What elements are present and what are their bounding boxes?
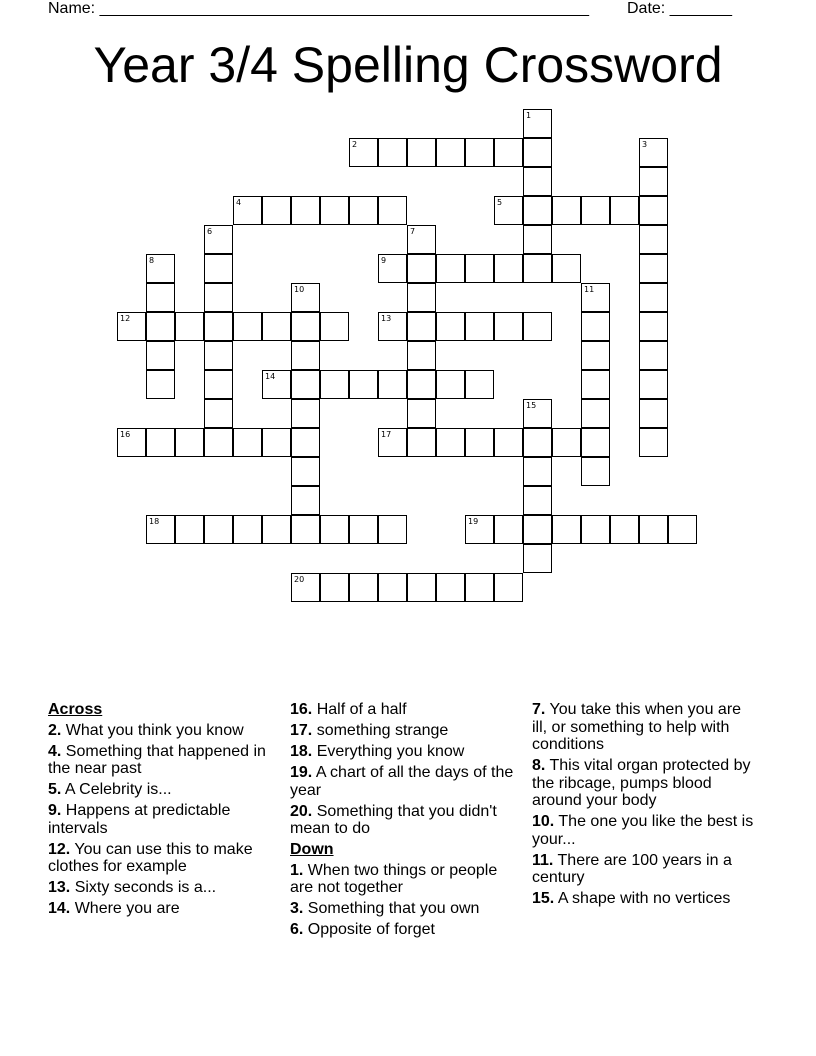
crossword-cell[interactable] <box>465 312 494 341</box>
cell-number: 10 <box>294 285 305 294</box>
crossword-cell[interactable] <box>552 428 581 457</box>
cell-number: 17 <box>381 430 392 439</box>
crossword-cell[interactable] <box>465 573 494 602</box>
clue-text: Something that you didn't mean to do <box>290 802 497 837</box>
crossword-cell[interactable] <box>494 196 523 225</box>
crossword-cell[interactable] <box>291 515 320 544</box>
crossword-cell[interactable] <box>146 283 175 312</box>
across-clue <box>48 722 276 740</box>
name-field[interactable]: Name: _______________________________________________________ <box>48 0 589 17</box>
crossword-cell[interactable] <box>262 312 291 341</box>
clue-column-1 <box>48 701 276 921</box>
cell-number: 5 <box>497 198 503 207</box>
crossword-cell[interactable] <box>407 370 436 399</box>
crossword-cell[interactable] <box>291 196 320 225</box>
crossword-cell[interactable] <box>262 196 291 225</box>
down-clue <box>532 813 760 848</box>
clue-text: Happens at predictable intervals <box>48 802 231 837</box>
down-clue <box>290 862 518 897</box>
crossword-cell[interactable] <box>639 196 668 225</box>
clue-text: Something that you own <box>303 900 480 917</box>
crossword-cell[interactable] <box>494 254 523 283</box>
clue-text: A chart of all the days of the year <box>290 764 514 799</box>
crossword-cell[interactable] <box>146 428 175 457</box>
clue-text: There are 100 years in a century <box>532 851 732 886</box>
clue-text: Opposite of forget <box>303 921 435 938</box>
crossword-cell[interactable] <box>552 196 581 225</box>
crossword-cell[interactable] <box>494 428 523 457</box>
crossword-cell[interactable] <box>465 515 494 544</box>
clue-number: 11. <box>532 851 554 869</box>
crossword-cell[interactable] <box>581 312 610 341</box>
crossword-cell[interactable] <box>291 370 320 399</box>
crossword-cell[interactable] <box>436 428 465 457</box>
crossword-cell[interactable] <box>378 573 407 602</box>
clue-text: What you think you know <box>61 721 244 739</box>
crossword-cell[interactable] <box>378 428 407 457</box>
crossword-cell[interactable] <box>146 341 175 370</box>
down-clue <box>532 757 760 810</box>
crossword-cell[interactable] <box>581 399 610 428</box>
crossword-cell[interactable] <box>465 138 494 167</box>
crossword-cell[interactable] <box>552 515 581 544</box>
crossword-cell[interactable] <box>175 515 204 544</box>
clue-number: 3. <box>290 900 304 917</box>
clue-text: Sixty seconds is a... <box>70 879 217 896</box>
crossword-cell[interactable] <box>581 283 610 312</box>
crossword-cell[interactable] <box>146 370 175 399</box>
across-clue <box>48 743 276 778</box>
crossword-cell[interactable] <box>465 428 494 457</box>
crossword-cell[interactable] <box>581 370 610 399</box>
crossword-cell[interactable] <box>581 457 610 486</box>
cell-number: 7 <box>410 227 416 236</box>
crossword-cell[interactable] <box>291 341 320 370</box>
clue-text: A Celebrity is... <box>61 781 172 798</box>
crossword-cell[interactable] <box>639 428 668 457</box>
crossword-cell[interactable] <box>494 312 523 341</box>
crossword-cell[interactable] <box>436 370 465 399</box>
clue-column-2 <box>290 701 518 942</box>
crossword-cell[interactable] <box>639 515 668 544</box>
crossword-cell[interactable] <box>639 225 668 254</box>
crossword-cell[interactable] <box>233 196 262 225</box>
crossword-cell[interactable] <box>407 428 436 457</box>
crossword-cell[interactable] <box>523 544 552 573</box>
clue-number: 8. <box>532 757 546 774</box>
down-clue <box>290 900 518 918</box>
cell-number: 4 <box>236 198 242 207</box>
crossword-cell[interactable] <box>494 573 523 602</box>
crossword-cell[interactable] <box>204 283 233 312</box>
crossword-cell[interactable] <box>320 515 349 544</box>
crossword-cell[interactable] <box>204 428 233 457</box>
date-field[interactable]: Date: _______ <box>627 0 732 17</box>
clue-number: 13. <box>48 879 71 896</box>
crossword-cell[interactable] <box>349 573 378 602</box>
cell-number: 16 <box>120 430 131 439</box>
crossword-cell[interactable] <box>494 138 523 167</box>
crossword-cell[interactable] <box>291 283 320 312</box>
crossword-cell[interactable] <box>407 254 436 283</box>
crossword-cell[interactable] <box>291 312 320 341</box>
crossword-cell[interactable] <box>204 225 233 254</box>
crossword-cell[interactable] <box>494 515 523 544</box>
across-clue <box>290 701 518 719</box>
cell-number: 9 <box>381 256 387 265</box>
across-clue <box>290 764 518 799</box>
across-clue <box>290 743 518 761</box>
crossword-cell[interactable] <box>175 428 204 457</box>
clue-number: 9. <box>48 802 62 819</box>
crossword-cell[interactable] <box>262 428 291 457</box>
clue-number: 16. <box>290 701 313 718</box>
crossword-cell[interactable] <box>378 138 407 167</box>
clue-number: 4. <box>48 742 62 760</box>
crossword-cell[interactable] <box>378 196 407 225</box>
crossword-cell[interactable] <box>233 515 262 544</box>
crossword-cell[interactable] <box>523 457 552 486</box>
crossword-cell[interactable] <box>407 312 436 341</box>
crossword-cell[interactable] <box>639 254 668 283</box>
clue-text: When two things or people are not together <box>290 861 498 896</box>
clue-text: This vital organ protected by the ribcage, pumps blood around your body <box>532 757 751 809</box>
clue-text: something strange <box>312 722 449 739</box>
crossword-cell[interactable] <box>233 428 262 457</box>
crossword-cell[interactable] <box>523 167 552 196</box>
crossword-cell[interactable] <box>204 515 233 544</box>
across-clue <box>48 879 276 897</box>
crossword-cell[interactable] <box>378 370 407 399</box>
crossword-cell[interactable] <box>523 138 552 167</box>
crossword-cell[interactable] <box>291 486 320 515</box>
crossword-cell[interactable] <box>639 283 668 312</box>
crossword-cell[interactable] <box>204 312 233 341</box>
crossword-cell[interactable] <box>581 196 610 225</box>
crossword-cell[interactable] <box>262 370 291 399</box>
crossword-cell[interactable] <box>465 370 494 399</box>
cell-number: 19 <box>468 517 479 526</box>
clue-number: 6. <box>290 921 304 938</box>
clue-column-3 <box>532 701 760 911</box>
down-clue <box>290 921 518 939</box>
crossword-cell[interactable] <box>639 312 668 341</box>
crossword-cell[interactable] <box>146 312 175 341</box>
clue-text: Where you are <box>70 900 180 917</box>
crossword-cell[interactable] <box>320 312 349 341</box>
crossword-cell[interactable] <box>407 138 436 167</box>
crossword-cell[interactable] <box>204 399 233 428</box>
crossword-cell[interactable] <box>262 515 291 544</box>
crossword-cell[interactable] <box>378 254 407 283</box>
clue-text: Everything you know <box>312 743 465 760</box>
crossword-cell[interactable] <box>349 370 378 399</box>
crossword-cell[interactable] <box>320 370 349 399</box>
clue-text: Half of a half <box>312 701 407 718</box>
crossword-cell[interactable] <box>523 428 552 457</box>
crossword-cell[interactable] <box>407 399 436 428</box>
crossword-cell[interactable] <box>610 196 639 225</box>
crossword-cell[interactable] <box>175 312 204 341</box>
page-title: Year 3/4 Spelling Crossword <box>93 37 723 93</box>
across-clue <box>48 841 276 876</box>
clue-number: 19. <box>290 764 313 781</box>
crossword-cell[interactable] <box>146 254 175 283</box>
cell-number: 3 <box>642 140 648 149</box>
across-heading: Across <box>48 701 103 718</box>
clue-text: Something that happened in the near past <box>48 742 266 777</box>
clue-number: 10. <box>532 813 555 830</box>
crossword-cell[interactable] <box>291 428 320 457</box>
clue-number: 1. <box>290 861 304 879</box>
across-clue <box>48 900 276 918</box>
clue-text: You can use this to make clothes for example <box>48 840 253 875</box>
crossword-cell[interactable] <box>610 515 639 544</box>
cell-number: 8 <box>149 256 155 265</box>
crossword-cell[interactable] <box>204 254 233 283</box>
crossword-cell[interactable] <box>349 138 378 167</box>
crossword-cell[interactable] <box>349 196 378 225</box>
cell-number: 20 <box>294 575 305 584</box>
clue-number: 14. <box>48 900 71 917</box>
across-clue <box>290 722 518 740</box>
crossword-cell[interactable] <box>639 370 668 399</box>
crossword-cell[interactable] <box>668 515 697 544</box>
crossword-cell[interactable] <box>233 312 262 341</box>
cell-number: 11 <box>584 285 595 294</box>
crossword-cell[interactable] <box>436 312 465 341</box>
crossword-cell[interactable] <box>204 370 233 399</box>
crossword-cell[interactable] <box>407 341 436 370</box>
clue-number: 2. <box>48 721 62 739</box>
crossword-cell[interactable] <box>523 486 552 515</box>
crossword-cell[interactable] <box>523 515 552 544</box>
crossword-cell[interactable] <box>436 138 465 167</box>
down-clue <box>532 852 760 887</box>
crossword-cell[interactable] <box>291 457 320 486</box>
crossword-cell[interactable] <box>436 573 465 602</box>
across-clue <box>290 803 518 838</box>
clue-number: 18. <box>290 743 313 760</box>
crossword-cell[interactable] <box>639 138 668 167</box>
crossword-cell[interactable] <box>349 515 378 544</box>
crossword-cell[interactable] <box>291 399 320 428</box>
crossword-cell[interactable] <box>320 573 349 602</box>
down-clue <box>532 701 760 754</box>
crossword-cell[interactable] <box>407 573 436 602</box>
cell-number: 13 <box>381 314 392 323</box>
crossword-cell[interactable] <box>639 399 668 428</box>
clue-number: 20. <box>290 802 313 820</box>
across-clue <box>48 802 276 837</box>
crossword-cell[interactable] <box>523 254 552 283</box>
crossword-cell[interactable] <box>581 428 610 457</box>
down-clue <box>532 890 760 908</box>
crossword-cell[interactable] <box>436 254 465 283</box>
crossword-cell[interactable] <box>291 573 320 602</box>
crossword-cell[interactable] <box>581 341 610 370</box>
clue-number: 7. <box>532 701 546 718</box>
crossword-cell[interactable] <box>523 196 552 225</box>
clue-text: A shape with no vertices <box>554 890 731 907</box>
cell-number: 12 <box>120 314 131 323</box>
crossword-cell[interactable] <box>378 312 407 341</box>
clue-number: 15. <box>532 890 555 907</box>
cell-number: 18 <box>149 517 160 526</box>
crossword-cell[interactable] <box>407 283 436 312</box>
crossword-cell[interactable] <box>523 225 552 254</box>
clue-text: The one you like the best is your... <box>532 813 754 848</box>
crossword-cell[interactable] <box>523 399 552 428</box>
crossword-cell[interactable] <box>117 312 146 341</box>
clue-text: You take this when you are ill, or something to help with conditions <box>532 701 742 753</box>
crossword-cell[interactable] <box>146 515 175 544</box>
across-clue <box>48 781 276 799</box>
crossword-cell[interactable] <box>320 196 349 225</box>
down-heading: Down <box>290 841 334 858</box>
cell-number: 2 <box>352 140 358 149</box>
cell-number: 1 <box>526 111 532 120</box>
clue-number: 17. <box>290 722 313 739</box>
crossword-cell[interactable] <box>465 254 494 283</box>
crossword-cell[interactable] <box>407 225 436 254</box>
cell-number: 15 <box>526 401 537 410</box>
crossword-cell[interactable] <box>523 109 552 138</box>
crossword-cell[interactable] <box>378 515 407 544</box>
cell-number: 6 <box>207 227 213 236</box>
crossword-cell[interactable] <box>581 515 610 544</box>
crossword-cell[interactable] <box>204 341 233 370</box>
cell-number: 14 <box>265 372 276 381</box>
crossword-cell[interactable] <box>639 167 668 196</box>
clue-number: 12. <box>48 840 71 858</box>
crossword-cell[interactable] <box>552 254 581 283</box>
crossword-cell[interactable] <box>523 312 552 341</box>
clue-number: 5. <box>48 781 62 798</box>
crossword-cell[interactable] <box>117 428 146 457</box>
crossword-cell[interactable] <box>639 341 668 370</box>
